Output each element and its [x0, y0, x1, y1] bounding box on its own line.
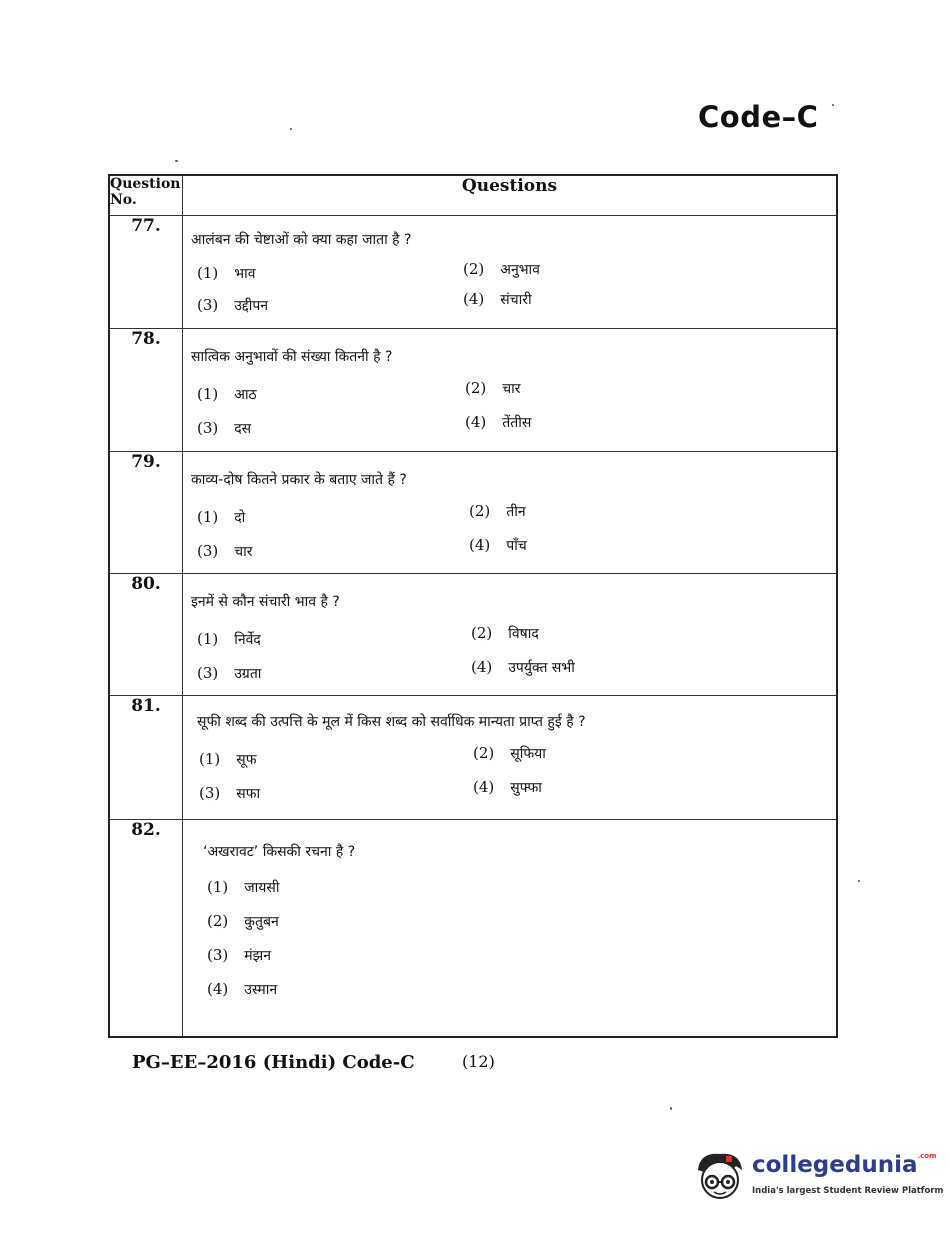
option-2: (2) अनुभाव [463, 259, 540, 278]
option-4: (4) तेंतीस [465, 412, 532, 431]
question-row [109, 573, 837, 695]
option-3: (3) दस [197, 418, 252, 437]
option-2: (2) तीन [469, 501, 526, 520]
option-4: (4) सुफ्फा [473, 777, 542, 796]
option-4: (4) उस्मान [207, 979, 278, 998]
question-text: सात्विक अनुभावों की संख्या कितनी है ? [191, 348, 393, 365]
page-number: (12) [462, 1052, 495, 1071]
question-row [109, 451, 837, 573]
question-number: 77. [109, 215, 183, 328]
option-4: (4) पाँच [469, 535, 527, 554]
option-2: (2) सूफिया [473, 743, 546, 762]
question-row [109, 215, 837, 328]
brand-tagline: India's largest Student Review Platform [752, 1186, 944, 1196]
question-row [109, 328, 837, 451]
option-4: (4) उपर्युक्त सभी [471, 657, 575, 676]
question-row [109, 819, 837, 1037]
question-row [109, 695, 837, 819]
option-2: (2) चार [465, 378, 521, 397]
questions-table [108, 174, 838, 1038]
option-1: (1) सूफ [199, 749, 257, 768]
footer-title: PG–EE–2016 (Hindi) Code-C [132, 1052, 415, 1073]
question-number: 80. [109, 573, 183, 695]
brand-logo [690, 1148, 944, 1212]
question-number: 81. [109, 695, 183, 819]
header-questions: Questions [183, 175, 838, 215]
option-2: (2) विषाद [471, 623, 539, 642]
question-number: 82. [109, 819, 183, 1037]
brand-name: collegedunia$^{.com}$ [752, 1152, 937, 1178]
question-text: ‘अखरावट’ किसकी रचना है ? [203, 843, 356, 860]
question-text: इनमें से कौन संचारी भाव है ? [191, 593, 340, 610]
question-number: 78. [109, 328, 183, 451]
paper-code: Code–C [698, 100, 819, 134]
option-4: (4) संचारी [463, 289, 532, 308]
option-3: (3) मंझन [207, 945, 271, 964]
option-2: (2) कुतुबन [207, 911, 279, 930]
option-3: (3) उद्दीपन [197, 295, 269, 314]
option-1: (1) दो [197, 507, 246, 526]
question-text: काव्य-दोष कितने प्रकार के बताए जाते हैं ? [191, 471, 407, 488]
header-question-no: Question No. [109, 175, 183, 215]
option-3: (3) चार [197, 541, 253, 560]
option-3: (3) उग्रता [197, 663, 262, 682]
option-3: (3) सफा [199, 783, 261, 802]
question-text: आलंबन की चेष्टाओं को क्या कहा जाता है ? [191, 231, 412, 248]
option-1: (1) भाव [197, 263, 256, 282]
question-number: 79. [109, 451, 183, 573]
option-1: (1) आठ [197, 384, 257, 403]
option-1: (1) निर्वेद [197, 629, 261, 648]
mascot-icon [690, 1148, 750, 1212]
option-1: (1) जायसी [207, 877, 280, 896]
question-text: सूफी शब्द की उत्पत्ति के मूल में किस शब्द को सर्वाधिक मान्यता प्राप्त हुई है ? [197, 713, 586, 730]
